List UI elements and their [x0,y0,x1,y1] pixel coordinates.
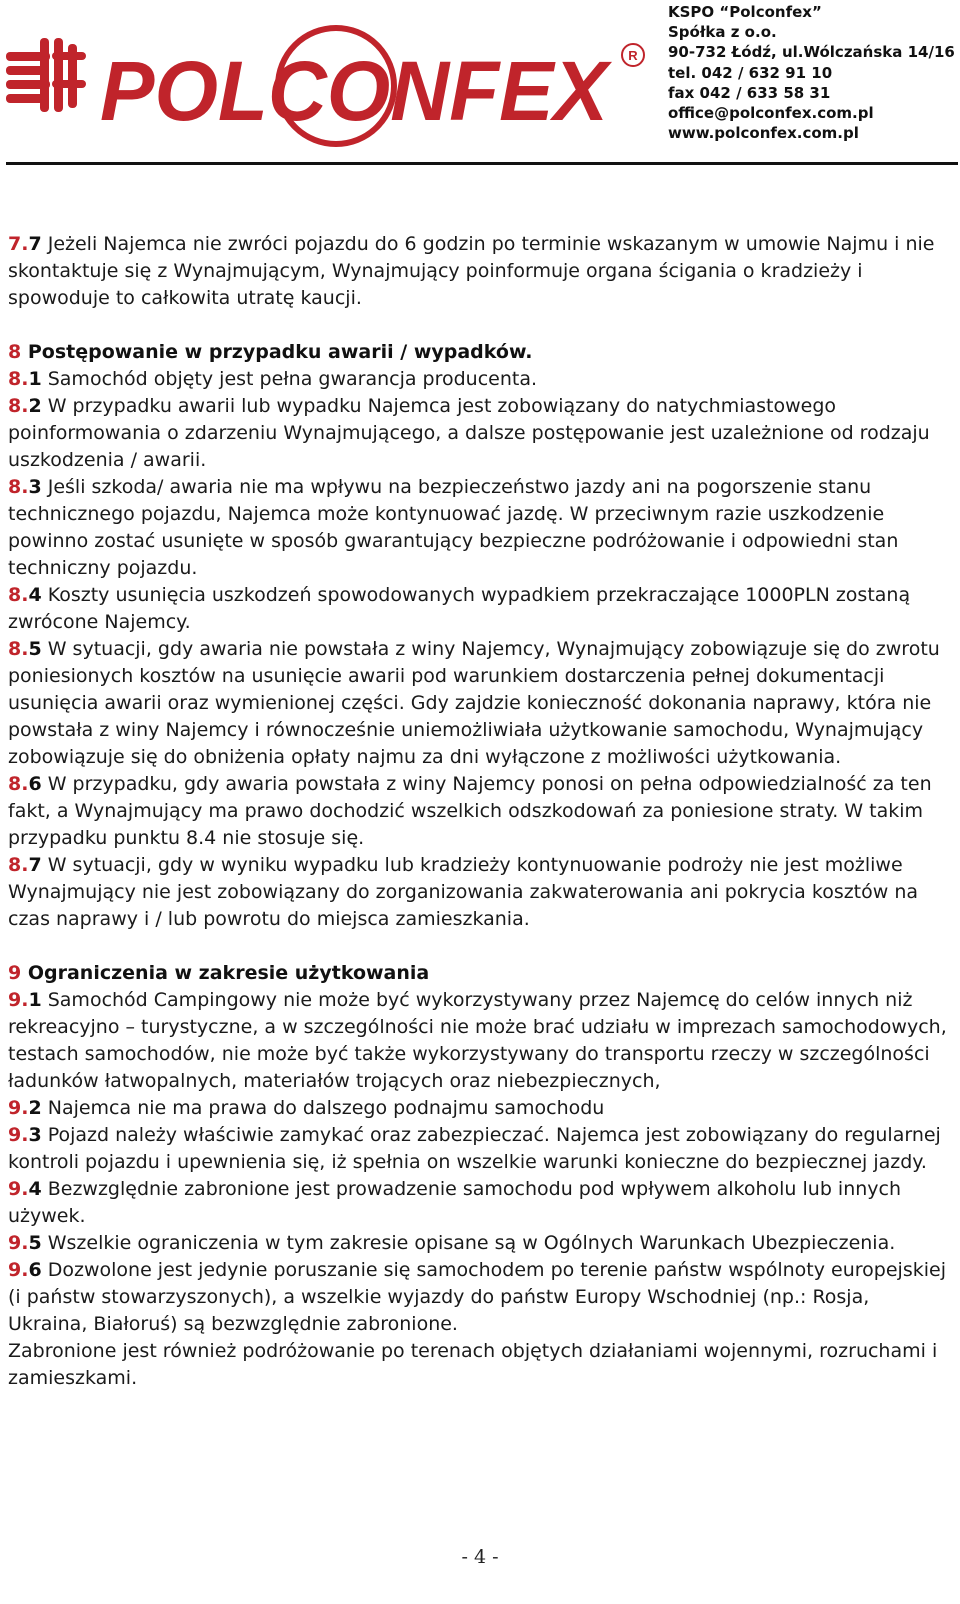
company-website[interactable]: www.polconfex.com.pl [668,124,859,143]
letterhead [0,0,960,166]
clause-8-6: 8.6 W przypadku, gdy awaria powstała z winy Najemcy ponosi on pełna odpowiedzialność za ten fakt, a Wynajmujący ma prawo dochodzić wszelkich odszkodowań za poniesione straty. W takim przypadku punktu 8.4 nie stosuje się. [8,773,932,849]
clause-9-4: 9.4 Bezwzględnie zabronione jest prowadzenie samochodu pod wpływem alkoholu lub innych używek. [8,1178,902,1227]
company-name: KSPO “Polconfex” [668,3,822,21]
clause-8-2: 8.2 W przypadku awarii lub wypadku Najemca jest zobowiązany do natychmiastowego poinformowania o zdarzeniu Wynajmującego, a dalsze postępowanie jest uzależnione od rodzaju uszkodzenia / awarii. [8,395,930,471]
clause-9-1: 9.1 Samochód Campingowy nie może być wykorzystywany przez Najemcę do celów innych niż rekreacyjno – turystyczne, a w szczególności nie może brać udziału w imprezach samochodowych, testach samochodów, nie może być także wykorzystywany do transportu rzeczy w szczególności ładunków łatwopalnych, materiałów trojących oraz niebezpiecznych, [8,989,947,1092]
company-fax: fax 042 / 633 58 31 [668,83,831,102]
clause-8-4: 8.4 Koszty usunięcia uszkodzeń spowodowanych wypadkiem przekraczające 1000PLN zostaną zwrócone Najemcy. [8,584,911,633]
clause-9-5: 9.5 Wszelkie ograniczenia w tym zakresie opisane są w Ogólnych Warunkach Ubezpieczenia. [8,1232,896,1254]
polconfex-logo [96,20,616,150]
registered-trademark-icon [620,42,646,68]
document-body [8,231,952,1392]
svg-text:POLCONFEX: POLCONFEX [100,44,613,138]
polconfex-emblem-icon [6,34,88,124]
company-address: 90-732 Łódź, ul.Wólczańska 14/16 [668,43,955,62]
clause-8-5: 8.5 W sytuacji, gdy awaria nie powstała z winy Najemcy, Wynajmujący zobowiązuje się do zwrotu poniesionych kosztów na usunięcie awarii pod warunkiem dostarczenia pełnej dokumentacji usunięcia awarii oraz wymienionej części. Gdy zajdzie konieczność dokonania naprawy, która nie powstała z winy Najemcy i równocześnie uniemożliwiała użytkowanie samochodu, Wynajmujący zobowiązuje się do obniżenia opłaty najmu za dni wyłączone z możliwości użytkowania. [8,638,940,768]
company-legal-form: Spółka z o.o. [668,23,777,42]
section-8-heading: 8 Postępowanie w przypadku awarii / wypadków. [8,341,533,363]
section-9-heading: 9 Ograniczenia w zakresie użytkowania [8,962,430,984]
page-number: - 4 - [461,1546,499,1568]
company-phone: tel. 042 / 632 91 10 [668,63,833,82]
clause-9-6: 9.6 Dozwolone jest jedynie poruszanie się samochodem po terenie państw wspólnoty europejskiej (i państw stowarzyszonych), a wszelkie wyjazdy do państw Europy Wschodniej (np.: Rosja, Ukraina, Białoruś) są bezwzględnie zabronione. [8,1259,946,1335]
clause-9-2: 9.2 Najemca nie ma prawa do dalszego podnajmu samochodu [8,1097,605,1119]
clause-8-1: 8.1 Samochód objęty jest pełna gwarancja producenta. [8,368,538,390]
clause-9-3: 9.3 Pojazd należy właściwie zamykać oraz zabezpieczać. Najemca jest zobowiązany do regularnej kontroli pojazdu i upewnienia się, iż spełnia on wszelkie warunki konieczne do bezpiecznej jazdy. [8,1124,941,1173]
clause-9-6-continuation: Zabronione jest również podróżowanie po terenach objętych działaniami wojennymi, rozruchami i zamieszkami. [8,1340,938,1389]
clause-8-3: 8.3 Jeśli szkoda/ awaria nie ma wpływu na bezpieczeństwo jazdy ani na pogorszenie stanu technicznego pojazdu, Najemca może kontynuować jazdę. W przeciwnym razie uszkodzenie powinno zostać usunięte w sposób gwarantujący bezpieczne podróżowanie i odpowiedni stan techniczny pojazdu. [8,476,899,579]
company-email[interactable]: office@polconfex.com.pl [668,104,874,123]
company-contact-block [668,2,958,143]
header-divider [6,162,958,165]
clause-7-7: 7.7 Jeżeli Najemca nie zwróci pojazdu do 6 godzin po terminie wskazanym w umowie Najmu i nie skontaktuje się z Wynajmującym, Wynajmujący poinformuje organa ścigania o kradzieży i spowoduje to całkowita utratę kaucji. [8,233,935,309]
clause-8-7: 8.7 W sytuacji, gdy w wyniku wypadku lub kradzieży kontynuowanie podroży nie jest możliwe Wynajmujący nie jest zobowiązany do zorganizowania zakwaterowania ani pokrycia kosztów na czas naprawy i / lub powrotu do miejsca zamieszkania. [8,854,919,930]
svg-text:R: R [628,48,638,63]
